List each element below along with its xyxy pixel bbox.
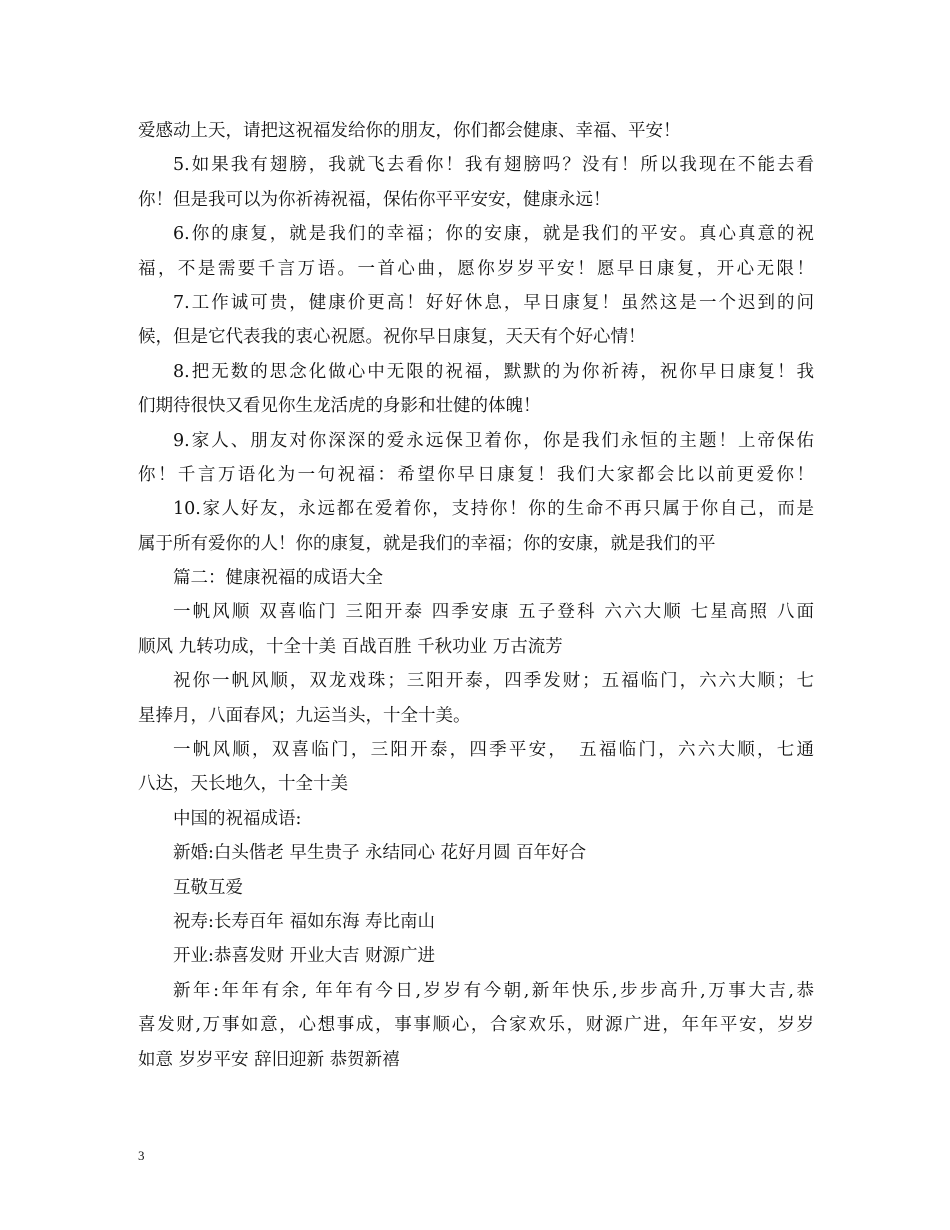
text-line: 你！千言万语化为一句祝福：希望你早日康复！我们大家都会比以前更爱你！ [138, 464, 814, 485]
text-line: 你！但是我可以为你祈祷祝福，保佑你平平安安，健康永远！ [138, 189, 611, 210]
text-line: 6.你的康复，就是我们的幸福；你的安康，就是我们的平安。真心真意的祝 [173, 224, 814, 245]
text-line: 祝寿:长寿百年 福如东海 寿比南山 [173, 911, 436, 932]
page-number: 3 [138, 1148, 145, 1163]
text-line: 9.家人、朋友对你深深的爱永远保卫着你，你是我们永恒的主题！上帝保佑 [173, 430, 814, 451]
text-line: 8.把无数的思念化做心中无限的祝福，默默的为你祈祷，祝你早日康复！我 [173, 361, 814, 382]
text-line: 属于所有爱你的人！你的康复，就是我们的幸福；你的安康，就是我们的平 [138, 533, 716, 554]
document-body [138, 114, 814, 1077]
text-line: 一帆风顺 双喜临门 三阳开泰 四季安康 五子登科 六六大顺 七星高照 八面 [173, 602, 814, 623]
text-line: 如意 岁岁平安 辞旧迎新 恭贺新禧 [138, 1049, 400, 1070]
text-line: 一帆风顺，双喜临门，三阳开泰，四季平安， 五福临门，六六大顺，七通 [173, 740, 814, 761]
text-line: 互敬互爱 [173, 877, 243, 898]
text-line: 中国的祝福成语: [173, 808, 302, 829]
text-line: 星捧月，八面春风；九运当头，十全十美。 [138, 705, 471, 726]
text-line: 顺风 九转功成，十全十美 百战百胜 千秋功业 万古流芳 [138, 636, 563, 657]
text-line: 7.工作诚可贵，健康价更高！好好休息，早日康复！虽然这是一个迟到的问 [173, 292, 814, 313]
text-line: 们期待很快又看见你生龙活虎的身影和壮健的体魄！ [138, 396, 541, 417]
text-line: 10.家人好友，永远都在爱着你，支持你！你的生命不再只属于你自己，而是 [173, 499, 814, 520]
text-line: 新年:年年有余, 年年有今日,岁岁有今朝,新年快乐,步步高升,万事大吉,恭 [173, 980, 814, 1001]
text-line: 开业:恭喜发财 开业大吉 财源广进 [173, 946, 436, 967]
text-line: 祝你一帆风顺，双龙戏珠；三阳开泰，四季发财；五福临门，六六大顺；七 [173, 671, 814, 692]
text-line: 福，不是需要千言万语。一首心曲，愿你岁岁平安！愿早日康复，开心无限！ [138, 258, 814, 279]
text-line: 八达，天长地久，十全十美 [138, 774, 348, 795]
text-line: 新婚:白头偕老 早生贵子 永结同心 花好月圆 百年好合 [173, 843, 587, 864]
text-line: 爱感动上天，请把这祝福发给你的朋友，你们都会健康、幸福、平安！ [138, 121, 681, 141]
text-line: 候，但是它代表我的衷心祝愿。祝你早日康复，天天有个好心情！ [138, 327, 646, 348]
text-line: 5.如果我有翅膀，我就飞去看你！我有翅膀吗？没有！所以我现在不能去看 [173, 155, 814, 176]
text-line: 喜发财,万事如意，心想事成，事事顺心，合家欢乐，财源广进，年年平安，岁岁 [138, 1015, 814, 1036]
section-heading: 篇二：健康祝福的成语大全 [173, 568, 383, 589]
